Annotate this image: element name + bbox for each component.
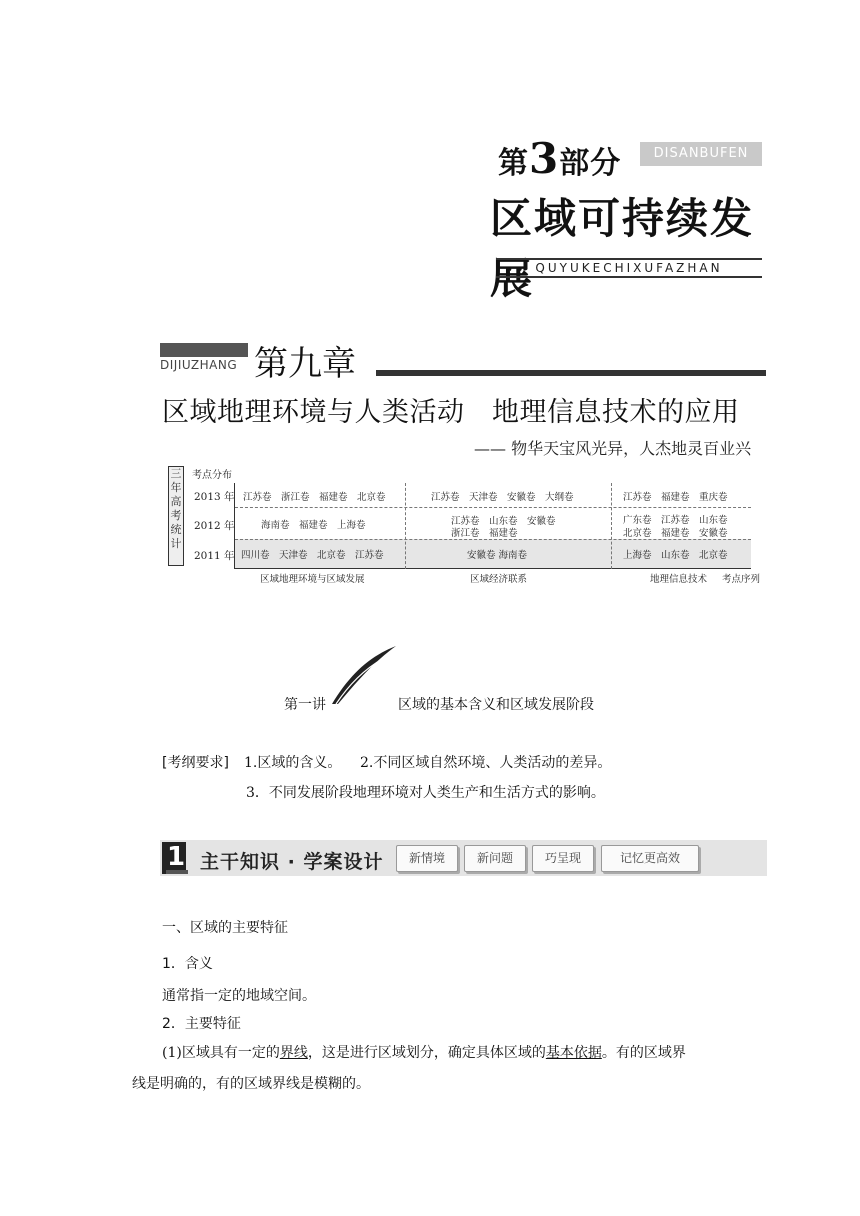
stats-cell: 江苏卷 浙江卷 福建卷 北京卷	[243, 492, 386, 503]
chapter-motto: —— 物华天宝风光异，人杰地灵百业兴	[474, 439, 752, 458]
chapter-bar	[160, 343, 248, 357]
part-header	[490, 130, 766, 303]
stats-cell: 江苏卷 天津卷 安徽卷 大纲卷	[431, 492, 574, 503]
chapter-pinyin: DIJIUZHANG	[160, 358, 238, 372]
chapter-title: 第九章	[254, 344, 356, 384]
stats-cell: 江苏卷 福建卷 重庆卷	[623, 492, 728, 503]
section-heading: 一、区域的主要特征	[162, 920, 288, 936]
item-heading: 1．含义	[162, 956, 213, 972]
tag-button[interactable]: 巧呈现	[532, 845, 594, 872]
stats-cell: 海南卷 福建卷 上海卷	[261, 520, 366, 531]
part-title-pinyin: QUYUKECHIXUFAZHAN	[496, 258, 762, 278]
stats-table	[234, 483, 751, 569]
stats-footer: 考点序列	[722, 574, 761, 585]
stats-cell: 浙江卷 福建卷	[451, 528, 518, 539]
stats-footer: 区域经济联系	[470, 574, 528, 585]
requirement-item: 2.不同区域自然环境、人类活动的差异。	[360, 755, 612, 771]
chapter-rule	[376, 370, 766, 376]
stats-footer: 区域地理环境与区域发展	[260, 574, 365, 585]
row-divider	[235, 539, 751, 540]
key-term: 基本依据	[545, 1045, 602, 1061]
stats-cell: 四川卷 天津卷 北京卷 江苏卷	[241, 550, 384, 561]
stats-side-label: 三年高考统计	[168, 466, 184, 566]
chapter-subtitle: 区域地理环境与人类活动 地理信息技术的应用	[162, 397, 740, 428]
swoosh-icon	[330, 644, 398, 706]
item-heading: 2．主要特征	[162, 1016, 241, 1032]
year-label: 2011 年	[194, 550, 235, 562]
col-divider	[611, 483, 612, 569]
stats-cell: 江苏卷 山东卷 安徽卷	[451, 516, 556, 527]
col-divider	[405, 483, 406, 569]
tag-button[interactable]: 新问题	[464, 845, 526, 872]
body-text: 线是明确的，有的区域界线是模糊的。	[132, 1076, 370, 1092]
stats-footer: 地理信息技术	[650, 574, 708, 585]
tag-button[interactable]: 新情境	[396, 845, 458, 872]
requirement-item: 3．不同发展阶段地理环境对人类生产和生活方式的影响。	[246, 785, 605, 801]
banner-title: 主干知识 · 学案设计	[200, 851, 384, 873]
requirement-item: 1.区域的含义。	[244, 755, 342, 771]
row-divider	[235, 568, 751, 569]
body-paragraph: (1)区域具有一定的界线，这是进行区域划分，确定具体区域的基本依据。有的区域界	[162, 1045, 686, 1061]
section-banner	[160, 840, 767, 876]
stats-header: 考点分布	[192, 470, 232, 481]
part-title: 区域可持续发展	[490, 194, 755, 303]
stats-cell: 广东卷 江苏卷 山东卷	[623, 515, 728, 526]
banner-number: 1	[166, 842, 186, 872]
stats-cell: 上海卷 山东卷 北京卷	[623, 550, 728, 561]
tag-button[interactable]: 记忆更高效	[601, 845, 699, 872]
requirements-tag: [考纲要求]	[162, 755, 229, 771]
year-label: 2012 年	[194, 520, 235, 532]
row-divider	[235, 507, 751, 508]
lecture-title: 区域的基本含义和区域发展阶段	[398, 697, 594, 713]
year-label: 2013 年	[194, 491, 235, 503]
key-term: 界线	[279, 1045, 308, 1061]
body-text: 通常指一定的地域空间。	[162, 988, 316, 1004]
lecture-label: 第一讲	[284, 697, 326, 713]
part-pinyin: DISANBUFEN	[640, 142, 762, 166]
part-label: 第3部分	[498, 134, 622, 183]
stats-cell: 北京卷 福建卷 安徽卷	[623, 528, 728, 539]
stats-cell: 安徽卷 海南卷	[467, 550, 528, 561]
